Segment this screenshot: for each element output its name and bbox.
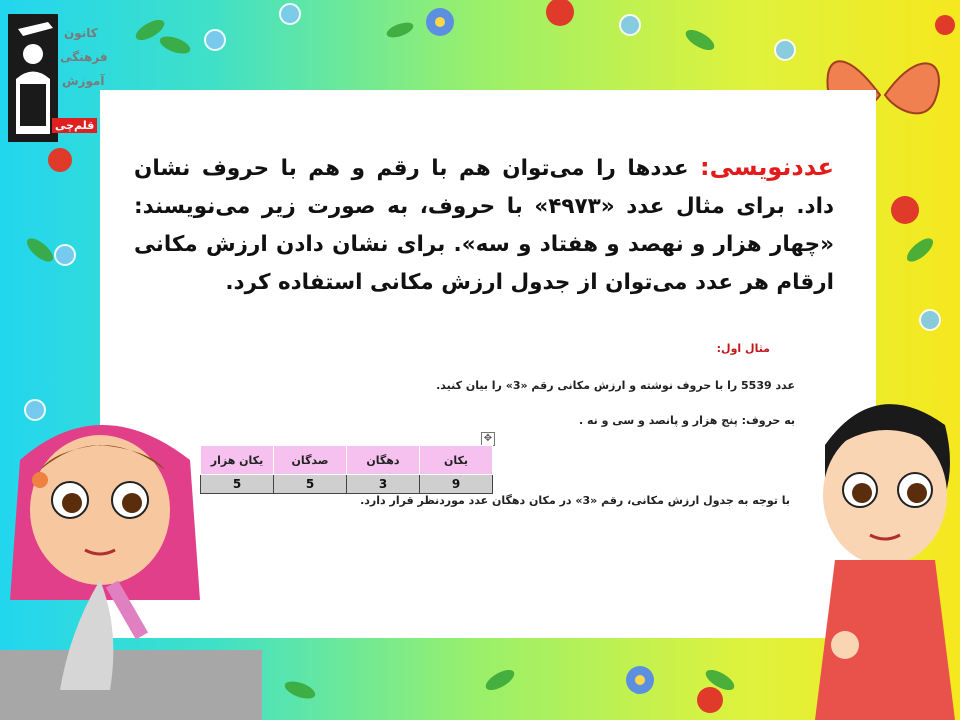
example-title: مثال اول: (716, 342, 770, 355)
logo-text-line2: فرهنگی (60, 50, 108, 64)
digit-ones: 9 (420, 475, 493, 494)
graduate-silhouette-icon (8, 14, 58, 142)
digit-thousands: 5 (201, 475, 274, 494)
place-value-table (200, 445, 493, 494)
logo-badge: قلم‌چی (52, 118, 97, 133)
boy-character-icon (805, 385, 960, 720)
header-thousands: یکان هزار (201, 446, 274, 475)
example-result: با توجه به جدول ارزش مکانی، رقم «3» در مکان دهگان عدد موردنظر قرار دارد. (360, 494, 790, 507)
logo-text-line1: کانون (64, 26, 98, 40)
main-paragraph-body: عددها را می‌توان هم با رقم و هم با حروف نشان داد. برای مثال عدد «۴۹۷۳» با حروف، به صورت زیر می‌نویسند: «چهار هزار و نهصد و هفتاد و سه». برای نشان دادن ارزش مکانی ارقام هر عدد می‌توان از جدول ارزش مکانی استفاده کرد. (134, 156, 834, 295)
table-move-handle-icon[interactable]: ✥ (481, 432, 495, 446)
girl-character-illustration (0, 400, 230, 694)
place-value-header-row (201, 446, 493, 475)
boy-character-illustration (805, 385, 960, 724)
header-hundreds: صدگان (274, 446, 347, 475)
header-ones: یکان (420, 446, 493, 475)
place-value-digit-row (201, 475, 493, 494)
example-question: عدد 5539 را با حروف نوشته و ارزش مکانی رقم «3» را بیان کنید. (436, 379, 795, 392)
header-tens: دهگان (347, 446, 420, 475)
main-paragraph (134, 148, 834, 302)
logo-text-line3: آموزش (62, 74, 105, 88)
example-in-words: به حروف: پنج هزار و پانصد و سی و نه . (578, 414, 795, 427)
girl-character-icon (0, 400, 230, 690)
digit-tens: 3 (347, 475, 420, 494)
digit-hundreds: 5 (274, 475, 347, 494)
keyword-heading: عددنویسی: (700, 153, 834, 181)
